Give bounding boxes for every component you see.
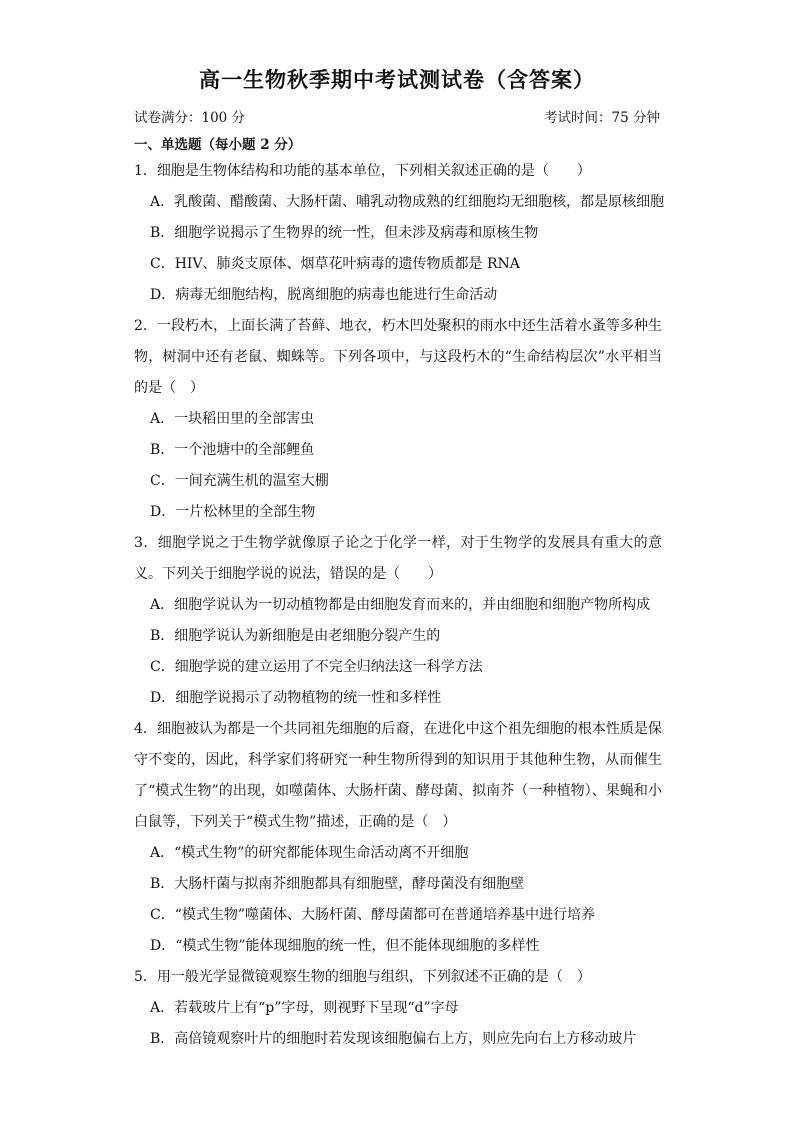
option-a: A．乳酸菌、醋酸菌、大肠杆菌、哺乳动物成熟的红细胞均无细胞核，都是原核细胞 <box>150 194 665 210</box>
option-a: A．若载玻片上有“p”字母，则视野下呈现“d”字母 <box>150 1000 459 1016</box>
option-a: A．“模式生物”的研究都能体现生命活动离不开细胞 <box>150 845 469 861</box>
question-stem: 5．用一般光学显微镜观察生物的细胞与组织，下列叙述不正确的是（ ） <box>134 969 591 985</box>
option-a: A．一块稻田里的全部害虫 <box>150 411 315 427</box>
full-score-label: 试卷满分：100 分 <box>134 110 246 126</box>
option-b: B．细胞学说认为新细胞是由老细胞分裂产生的 <box>150 628 441 644</box>
option-a: A．细胞学说认为一切动植物都是由细胞发育而来的，并由细胞和细胞产物所构成 <box>150 597 651 613</box>
question-stem: 3．细胞学说之于生物学就像原子论之于化学一样，对于生物学的发展具有重大的意义。下列关于细胞学说的说法，错误的是（ ） <box>134 535 662 582</box>
option-d: D．病毒无细胞结构，脱离细胞的病毒也能进行生命活动 <box>150 287 498 303</box>
option-b: B．高倍镜观察叶片的细胞时若发现该细胞偏右上方，则应先向右上方移动玻片 <box>150 1031 637 1047</box>
option-b: B．细胞学说揭示了生物界的统一性，但未涉及病毒和原核生物 <box>150 225 539 241</box>
option-d: D．一片松林里的全部生物 <box>150 504 316 520</box>
option-b: B．一个池塘中的全部鲤鱼 <box>150 442 315 458</box>
option-d: D．细胞学说揭示了动物植物的统一性和多样性 <box>150 690 442 706</box>
question-stem: 1．细胞是生物体结构和功能的基本单位，下列相关叙述正确的是（ ） <box>134 163 591 179</box>
question-5 <box>134 962 662 1055</box>
option-b: B．大肠杆菌与拟南芥细胞都具有细胞壁，酵母菌没有细胞壁 <box>150 876 525 892</box>
option-c: C．“模式生物”噬菌体、大肠杆菌、酵母菌都可在普通培养基中进行培养 <box>150 907 596 923</box>
option-c: C．一间充满生机的温室大棚 <box>150 473 329 489</box>
question-2 <box>134 311 662 528</box>
question-list <box>134 156 665 1055</box>
section-heading: 一、单选题（每小题 2 分） <box>134 137 302 153</box>
option-d: D．“模式生物”能体现细胞的统一性，但不能体现细胞的多样性 <box>150 938 540 954</box>
exam-time-label: 考试时间：75 分钟 <box>544 110 660 126</box>
question-3 <box>134 528 662 714</box>
option-c: C．HIV、肺炎支原体、烟草花叶病毒的遗传物质都是 RNA <box>150 256 520 272</box>
question-1 <box>134 156 665 311</box>
option-c: C．细胞学说的建立运用了不完全归纳法这一科学方法 <box>150 659 483 675</box>
question-stem: 2．一段朽木，上面长满了苔藓、地衣，朽木凹处聚积的雨水中还生活着水蚤等多种生物，树洞中还有老鼠、蜘蛛等。下列各项中，与这段朽木的“生命结构层次”水平相当的是（ ） <box>134 318 662 396</box>
document-title: 高一生物秋季期中考试测试卷（含答案） <box>199 67 595 92</box>
question-stem: 4．细胞被认为都是一个共同祖先细胞的后裔，在进化中这个祖先细胞的根本性质是保守不变的，因此，科学家们将研究一种生物所得到的知识用于其他种生物，从而催生了“模式生物”的出现，如噬菌体、大肠杆菌、酵母菌、拟南芥（一种植物）、果蝇和小白鼠等，下列关于“模式生物”描述，正确的是（ ） <box>134 721 662 830</box>
question-4 <box>134 714 662 962</box>
